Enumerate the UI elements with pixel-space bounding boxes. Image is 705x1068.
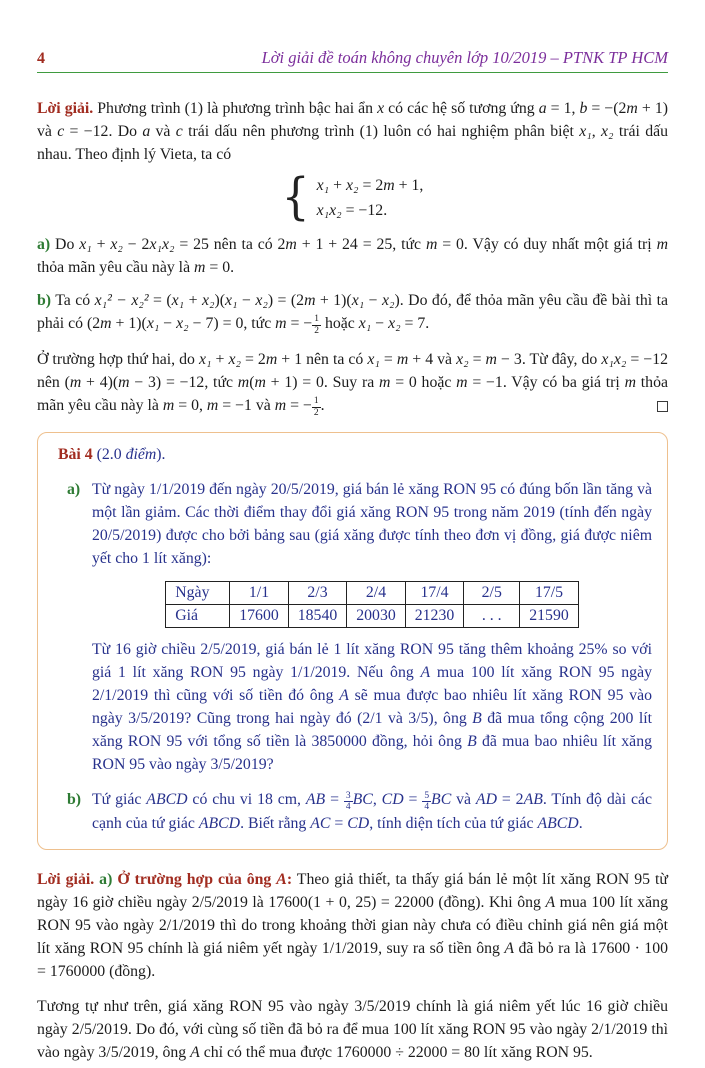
table-cell: 2/3 — [288, 582, 347, 605]
price-table — [165, 581, 579, 628]
left-brace: { — [281, 168, 310, 226]
page-header — [37, 0, 668, 73]
table-cell: . . . — [464, 605, 520, 628]
solution3-case2-paragraph: Ở trường hợp thứ hai, do x₁ + x₂ = 2m + 1 nên ta có x₁ = m + 4 và x₂ = m − 3. Từ đây, do x₁x₂ = −12 nên (m + 4)(m − 3) = −12, tức m(m + 1) = 0. Suy ra m = 0 hoặc m = −1. Vậy có ba giá trị m thỏa mãn yêu cầu này là m = 0, m = −1 và m = − $\frac{1}{2}$ . — [37, 351, 669, 418]
table-cell: 17/5 — [520, 582, 579, 605]
table-cell: 17/4 — [405, 582, 464, 605]
header-title: Lời giải đề toán không chuyên lớp 10/2019 – PTNK TP HCM — [261, 48, 668, 67]
table-cell: 18540 — [288, 605, 347, 628]
equation-lines — [317, 173, 424, 223]
problem4-item-a — [58, 478, 652, 776]
equation-line-2: x₁x₂ = −12. — [316, 202, 388, 219]
problem4-box — [37, 432, 668, 850]
solution3-intro-paragraph: Lời giải. Phương trình (1) là phương trình bậc hai ẩn x có các hệ số tương ứng a = 1, b = −(2m + 1) và c = −12. Do a và c trái dấu nên phương trình (1) luôn có hai nghiệm phân biệt x₁, x₂ trái dấu nhau. Theo định lý Vieta, ta có — [37, 100, 669, 163]
item-b-paragraph: Tứ giác ABCD có chu vi 18 cm, AB = $\frac{3}{4}$ BC, CD = $\frac{5}{4}$ BC và AD = 2AB. Tính độ dài các cạnh của tứ giác ABCD. Biết rằng AC = CD, tính diện tích của tứ giác ABCD. — [92, 790, 653, 833]
page-number: 4 — [37, 50, 45, 67]
table-cell: 20030 — [347, 605, 406, 628]
solution3-part-a-paragraph: a) Do x₁ + x₂ − 2x₁x₂ = 25 nên ta có 2m + 1 + 24 = 25, tức m = 0. Vậy có duy nhất một giá trị m thỏa mãn yêu cầu này là m = 0. — [37, 236, 668, 276]
solution3-part-b-paragraph: b) Ta có x₁² − x₂² = (x₁ + x₂)(x₁ − x₂) = (2m + 1)(x₁ − x₂). Do đó, để thỏa mãn yêu cầu đề bài thì ta phải có (2m + 1)(x₁ − x₂ − 7) = 0, tức m = − $\frac{1}{2}$ hoặc x₁ − x₂ = 7. — [37, 292, 668, 336]
item-b-label: b) — [67, 791, 82, 809]
table-cell: 2/4 — [347, 582, 406, 605]
problem4-item-b — [58, 788, 652, 835]
table-cell: 1/1 — [230, 582, 289, 605]
solution4-paragraph-1: Lời giải. a) Ở trường hợp của ông A: Theo giả thiết, ta thấy giá bán lẻ một lít xăng RON 95 từ ngày 16 giờ chiều ngày 2/5/2019 là 17600(1 + 0, 25) = 22000 (đồng). Khi ông A mua 100 lít xăng RON 95 vào ngày 2/1/2019 thì do trong khoảng thời gian này chưa có điều chỉnh giá nên giá một lít xăng RON 95 chính là giá niêm yết ngày 1/1/2019, suy ra số tiền ông A đã bỏ ra là 17600 · 100 = 1760000 (đồng). — [37, 871, 668, 981]
table-cell: 21230 — [405, 605, 464, 628]
price-table-header-row — [166, 582, 579, 605]
table-cell: 21590 — [520, 605, 579, 628]
page-body — [37, 97, 668, 1064]
item-a-paragraph-1: Từ ngày 1/1/2019 đến ngày 20/5/2019, giá bán lẻ xăng RON 95 có đúng bốn lần tăng và một lần giảm. Các thời điểm thay đổi giá xăng RON 95 trong năm 2019 (tính đến ngày 20/5/2019) được cho bởi bảng sau (giá xăng được tính theo đơn vị đồng, giá được niêm yết cho 1 lít xăng): — [92, 481, 652, 568]
table-cell: 2/5 — [464, 582, 520, 605]
item-a-label: a) — [67, 481, 81, 499]
solution4-paragraph-2: Tương tự như trên, giá xăng RON 95 vào ngày 3/5/2019 chính là giá niêm yết lúc 16 giờ chiều ngày 2/5/2019. Do đó, với cùng số tiền đã bỏ ra để mua 100 lít xăng RON 95 vào ngày 2/1/2019 thì vào ngày 3/5/2019, ông A chỉ có thể mua được 1760000 ÷ 22000 = 80 lít xăng RON 95. — [37, 998, 668, 1062]
item-a-paragraph-2: Từ 16 giờ chiều 2/5/2019, giá bán lẻ 1 lít xăng RON 95 tăng thêm khoảng 25% so với giá 1 lít xăng RON 95 ngày 1/1/2019. Nếu ông A mua 100 lít xăng RON 95 ngày 2/1/2019 thì cũng với số tiền đó ông A sẽ mua được bao nhiêu lít xăng RON 95 vào ngày 3/5/2019? Cũng trong hai ngày đó (2/1 và 3/5), ông B đã mua tổng cộng 200 lít xăng RON 95 với tổng số tiền là 3850000 đồng, hỏi ông B đã mua bao nhiêu lít xăng RON 95 vào ngày 3/5/2019? — [92, 641, 652, 774]
table-cell: 17600 — [230, 605, 289, 628]
item-a-content — [92, 478, 652, 776]
equation-system — [37, 168, 668, 226]
table-cell: Giá — [166, 605, 230, 628]
price-table-value-row — [166, 605, 579, 628]
problem4-title: Bài 4 (2.0 điểm). — [58, 446, 166, 464]
table-cell: Ngày — [166, 582, 230, 605]
equation-line-1: x₁ + x₂ = 2m + 1, — [316, 177, 424, 194]
item-b-content — [92, 788, 652, 835]
